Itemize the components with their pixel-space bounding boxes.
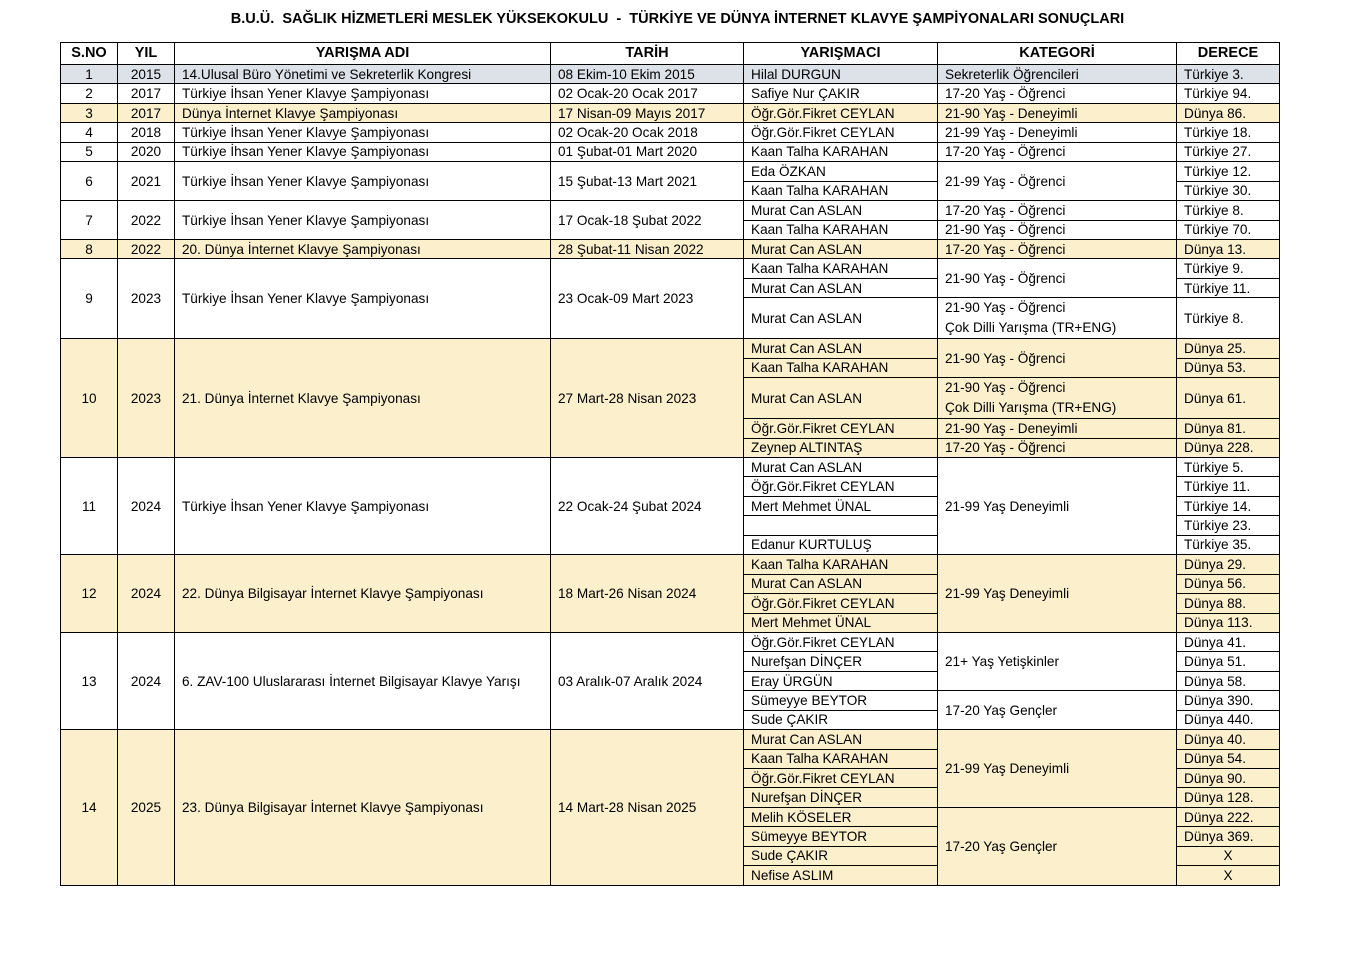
rank-cell: Türkiye 9. [1177, 259, 1280, 278]
category-cell [938, 103, 1177, 122]
contestant-name: Murat Can ASLAN [744, 730, 938, 749]
category-text: 17-20 Yaş - Öğrenci [945, 86, 1066, 102]
contestant-name: Öğr.Gör.Fikret CEYLAN [744, 103, 938, 122]
competition-name: Türkiye İhsan Yener Klavye Şampiyonası [175, 142, 551, 161]
category-text: 21-99 Yaş Deneyimli [945, 498, 1070, 514]
contestant-name: Murat Can ASLAN [744, 574, 938, 593]
contestant-name: Melih KÖSELER [744, 807, 938, 826]
category-text-line2: Çok Dilli Yarışma (TR+ENG) [945, 400, 1117, 416]
contestant-name: Hilal DURGUN [744, 65, 938, 84]
rank-cell: Türkiye 5. [1177, 458, 1280, 477]
rank-cell: Türkiye 11. [1177, 278, 1280, 297]
competition-date: 17 Nisan-09 Mayıs 2017 [551, 103, 744, 122]
contestant-name: Öğr.Gör.Fikret CEYLAN [744, 632, 938, 651]
table-row [61, 103, 1280, 122]
rank-cell: Dünya 90. [1177, 769, 1280, 788]
contestant-name: Kaan Talha KARAHAN [744, 555, 938, 574]
category-text: 17-20 Yaş Gençler [945, 838, 1058, 854]
contestant-name: Mert Mehmet ÜNAL [744, 613, 938, 632]
page-title: B.U.Ü. SAĞLIK HİZMETLERİ MESLEK YÜKSEKOKULU - TÜRKİYE VE DÜNYA İNTERNET KLAVYE ŞAMPİYONALARI SONUÇLARI [230, 11, 1125, 27]
category-text: 17-20 Yaş - Öğrenci [945, 144, 1066, 160]
rank-cell: Dünya 88. [1177, 594, 1280, 613]
competition-name: 14.Ulusal Büro Yönetimi ve Sekreterlik Kongresi [175, 65, 551, 84]
contestant-name: Edanur KURTULUŞ [744, 535, 938, 554]
row-year: 2025 [118, 730, 175, 886]
contestant-name: Sude ÇAKIR [744, 846, 938, 865]
contestant-name: Eray ÜRGÜN [744, 671, 938, 690]
competition-date: 03 Aralık-07 Aralık 2024 [551, 632, 744, 729]
category-cell [938, 555, 1177, 633]
row-number: 2 [61, 84, 118, 103]
table-row [61, 162, 1280, 181]
competition-date: 08 Ekim-10 Ekim 2015 [551, 65, 744, 84]
table-row [61, 458, 1280, 477]
contestant-name: Öğr.Gör.Fikret CEYLAN [744, 477, 938, 496]
contestant-name: Eda ÖZKAN [744, 162, 938, 181]
competition-date: 22 Ocak-24 Şubat 2024 [551, 458, 744, 555]
rank-cell: Türkiye 14. [1177, 496, 1280, 515]
category-cell [938, 807, 1177, 885]
table-row [61, 201, 1280, 220]
rank-cell: Dünya 29. [1177, 555, 1280, 574]
category-text: 21-99 Yaş Deneyimli [945, 761, 1070, 776]
table-header-row [61, 43, 1280, 65]
category-cell [938, 378, 1177, 419]
contestant-name: Öğr.Gör.Fikret CEYLAN [744, 769, 938, 788]
row-number: 8 [61, 239, 118, 258]
contestant-name: Sümeyye BEYTOR [744, 691, 938, 710]
competition-name: 6. ZAV-100 Uluslararası İnternet Bilgisayar Klavye Yarışı [175, 632, 551, 729]
results-table [60, 42, 1280, 886]
table-row [61, 555, 1280, 574]
category-text: 21-99 Yaş Deneyimli [945, 586, 1070, 602]
header-competition: YARIŞMA ADI [175, 43, 551, 65]
competition-date: 23 Ocak-09 Mart 2023 [551, 259, 744, 339]
category-cell [938, 730, 1177, 808]
table-row [61, 730, 1280, 749]
row-year: 2020 [118, 142, 175, 161]
row-year: 2015 [118, 65, 175, 84]
category-text: 17-20 Yaş - Öğrenci [945, 440, 1066, 456]
competition-date: 18 Mart-26 Nisan 2024 [551, 555, 744, 633]
contestant-name: Nefise ASLIM [744, 866, 938, 885]
competition-name: Dünya İnternet Klavye Şampiyonası [175, 103, 551, 122]
category-cell [938, 239, 1177, 258]
category-text: 21-90 Yaş - Öğrenci [945, 300, 1066, 316]
contestant-name: Kaan Talha KARAHAN [744, 142, 938, 161]
rank-cell: Dünya 113. [1177, 613, 1280, 632]
contestant-name: Mert Mehmet ÜNAL [744, 496, 938, 515]
category-text: 21-90 Yaş - Deneyimli [945, 105, 1078, 121]
contestant-name: Kaan Talha KARAHAN [744, 181, 938, 200]
category-cell [938, 201, 1177, 220]
category-text: 17-20 Yaş Gençler [945, 702, 1058, 718]
row-year: 2024 [118, 632, 175, 729]
category-cell [938, 142, 1177, 161]
competition-name: 21. Dünya İnternet Klavye Şampiyonası [175, 339, 551, 458]
rank-cell: Türkiye 94. [1177, 84, 1280, 103]
row-year: 2024 [118, 458, 175, 555]
row-year: 2017 [118, 103, 175, 122]
competition-date: 02 Ocak-20 Ocak 2018 [551, 123, 744, 142]
header-category: KATEGORİ [938, 43, 1177, 65]
contestant-name [744, 516, 938, 535]
category-text: 21+ Yaş Yetişkinler [945, 654, 1059, 670]
row-year: 2021 [118, 162, 175, 201]
competition-name: Türkiye İhsan Yener Klavye Şampiyonası [175, 123, 551, 142]
rank-cell: Dünya 61. [1177, 378, 1280, 419]
row-number: 5 [61, 142, 118, 161]
table-row [61, 239, 1280, 258]
header-year: YIL [118, 43, 175, 65]
row-number: 13 [61, 632, 118, 729]
table-row [61, 84, 1280, 103]
row-number: 4 [61, 123, 118, 142]
rank-cell: Türkiye 8. [1177, 201, 1280, 220]
competition-name: Türkiye İhsan Yener Klavye Şampiyonası [175, 162, 551, 201]
competition-name: 23. Dünya Bilgisayar İnternet Klavye Şampiyonası [175, 730, 551, 886]
contestant-name: Murat Can ASLAN [744, 339, 938, 358]
category-cell [938, 84, 1177, 103]
rank-cell: X [1177, 866, 1280, 885]
category-text: 21-90 Yaş - Öğrenci [945, 270, 1066, 286]
contestant-name: Nurefşan DİNÇER [744, 652, 938, 671]
row-number: 1 [61, 65, 118, 84]
table-row [61, 123, 1280, 142]
category-cell [938, 220, 1177, 239]
rank-cell: Türkiye 23. [1177, 516, 1280, 535]
row-number: 6 [61, 162, 118, 201]
rank-cell: Dünya 53. [1177, 358, 1280, 377]
contestant-name: Kaan Talha KARAHAN [744, 749, 938, 768]
rank-cell: Dünya 51. [1177, 652, 1280, 671]
contestant-name: Kaan Talha KARAHAN [744, 358, 938, 377]
competition-name: 20. Dünya İnternet Klavye Şampiyonası [175, 239, 551, 258]
rank-cell: Türkiye 35. [1177, 535, 1280, 554]
header-rank: DERECE [1177, 43, 1280, 65]
category-cell [938, 632, 1177, 690]
category-cell [938, 259, 1177, 298]
rank-cell: Türkiye 11. [1177, 477, 1280, 496]
category-cell [938, 123, 1177, 142]
rank-cell: Dünya 40. [1177, 730, 1280, 749]
row-number: 10 [61, 339, 118, 458]
rank-cell: Dünya 41. [1177, 632, 1280, 651]
competition-date: 27 Mart-28 Nisan 2023 [551, 339, 744, 458]
rank-cell: Dünya 56. [1177, 574, 1280, 593]
row-year: 2024 [118, 555, 175, 633]
competition-date: 17 Ocak-18 Şubat 2022 [551, 201, 744, 240]
competition-name: Türkiye İhsan Yener Klavye Şampiyonası [175, 458, 551, 555]
contestant-name: Murat Can ASLAN [744, 201, 938, 220]
rank-cell: Türkiye 12. [1177, 162, 1280, 181]
contestant-name: Safiye Nur ÇAKIR [744, 84, 938, 103]
competition-date: 28 Şubat-11 Nisan 2022 [551, 239, 744, 258]
rank-cell: Dünya 440. [1177, 710, 1280, 729]
table-row [61, 259, 1280, 278]
table-row [61, 339, 1280, 358]
rank-cell: Dünya 25. [1177, 339, 1280, 358]
contestant-name: Öğr.Gör.Fikret CEYLAN [744, 123, 938, 142]
category-cell [938, 691, 1177, 730]
category-text: 21-90 Yaş - Öğrenci [945, 350, 1066, 366]
rank-cell: Dünya 228. [1177, 438, 1280, 457]
header-contestant: YARIŞMACI [744, 43, 938, 65]
rank-cell: Dünya 369. [1177, 827, 1280, 846]
category-text-line2: Çok Dilli Yarışma (TR+ENG) [945, 320, 1117, 336]
row-number: 7 [61, 201, 118, 240]
contestant-name: Murat Can ASLAN [744, 458, 938, 477]
rank-cell: Dünya 222. [1177, 807, 1280, 826]
category-text: 21-90 Yaş - Öğrenci [945, 222, 1066, 238]
contestant-name: Sümeyye BEYTOR [744, 827, 938, 846]
category-text: Sekreterlik Öğrencileri [945, 66, 1079, 82]
rank-cell: Türkiye 8. [1177, 298, 1280, 339]
rank-cell: Dünya 86. [1177, 103, 1280, 122]
contestant-name: Murat Can ASLAN [744, 298, 938, 339]
table-row [61, 65, 1280, 84]
row-year: 2017 [118, 84, 175, 103]
competition-date: 15 Şubat-13 Mart 2021 [551, 162, 744, 201]
category-cell [938, 339, 1177, 378]
contestant-name: Sude ÇAKIR [744, 710, 938, 729]
contestant-name: Murat Can ASLAN [744, 239, 938, 258]
contestant-name: Kaan Talha KARAHAN [744, 259, 938, 278]
rank-cell: Dünya 58. [1177, 671, 1280, 690]
category-text: 21-99 Yaş - Deneyimli [945, 125, 1078, 141]
row-number: 3 [61, 103, 118, 122]
row-number: 14 [61, 730, 118, 886]
table-row [61, 632, 1280, 651]
rank-cell: Türkiye 18. [1177, 123, 1280, 142]
rank-cell: Dünya 390. [1177, 691, 1280, 710]
contestant-name: Murat Can ASLAN [744, 278, 938, 297]
category-text: 21-90 Yaş - Öğrenci [945, 380, 1066, 396]
contestant-name: Öğr.Gör.Fikret CEYLAN [744, 594, 938, 613]
competition-name: Türkiye İhsan Yener Klavye Şampiyonası [175, 84, 551, 103]
category-text: 17-20 Yaş - Öğrenci [945, 241, 1066, 257]
competition-date: 02 Ocak-20 Ocak 2017 [551, 84, 744, 103]
contestant-name: Nurefşan DİNÇER [744, 788, 938, 807]
rank-cell: Dünya 81. [1177, 419, 1280, 438]
contestant-name: Murat Can ASLAN [744, 378, 938, 419]
rank-cell: Dünya 54. [1177, 749, 1280, 768]
row-year: 2023 [118, 339, 175, 458]
table-body [61, 65, 1280, 886]
contestant-name: Öğr.Gör.Fikret CEYLAN [744, 419, 938, 438]
rank-cell: Türkiye 30. [1177, 181, 1280, 200]
rank-cell: Türkiye 3. [1177, 65, 1280, 84]
competition-name: 22. Dünya Bilgisayar İnternet Klavye Şampiyonası [175, 555, 551, 633]
header-date: TARİH [551, 43, 744, 65]
row-year: 2022 [118, 201, 175, 240]
category-cell [938, 65, 1177, 84]
category-text: 17-20 Yaş - Öğrenci [945, 202, 1066, 218]
category-cell [938, 162, 1177, 201]
rank-cell: Türkiye 27. [1177, 142, 1280, 161]
category-text: 21-99 Yaş - Öğrenci [945, 173, 1066, 189]
row-year: 2018 [118, 123, 175, 142]
row-number: 12 [61, 555, 118, 633]
row-number: 9 [61, 259, 118, 339]
contestant-name: Zeynep ALTINTAŞ [744, 438, 938, 457]
competition-name: Türkiye İhsan Yener Klavye Şampiyonası [175, 259, 551, 339]
rank-cell: Türkiye 70. [1177, 220, 1280, 239]
category-cell [938, 298, 1177, 339]
table-row [61, 142, 1280, 161]
category-cell [938, 458, 1177, 555]
contestant-name: Kaan Talha KARAHAN [744, 220, 938, 239]
rank-cell: Dünya 13. [1177, 239, 1280, 258]
category-cell [938, 419, 1177, 438]
rank-cell: X [1177, 846, 1280, 865]
category-cell [938, 438, 1177, 457]
competition-date: 14 Mart-28 Nisan 2025 [551, 730, 744, 886]
header-sno: S.NO [61, 43, 118, 65]
category-text: 21-90 Yaş - Deneyimli [945, 420, 1078, 436]
competition-name: Türkiye İhsan Yener Klavye Şampiyonası [175, 201, 551, 240]
row-year: 2023 [118, 259, 175, 339]
row-year: 2022 [118, 239, 175, 258]
rank-cell: Dünya 128. [1177, 788, 1280, 807]
row-number: 11 [61, 458, 118, 555]
competition-date: 01 Şubat-01 Mart 2020 [551, 142, 744, 161]
